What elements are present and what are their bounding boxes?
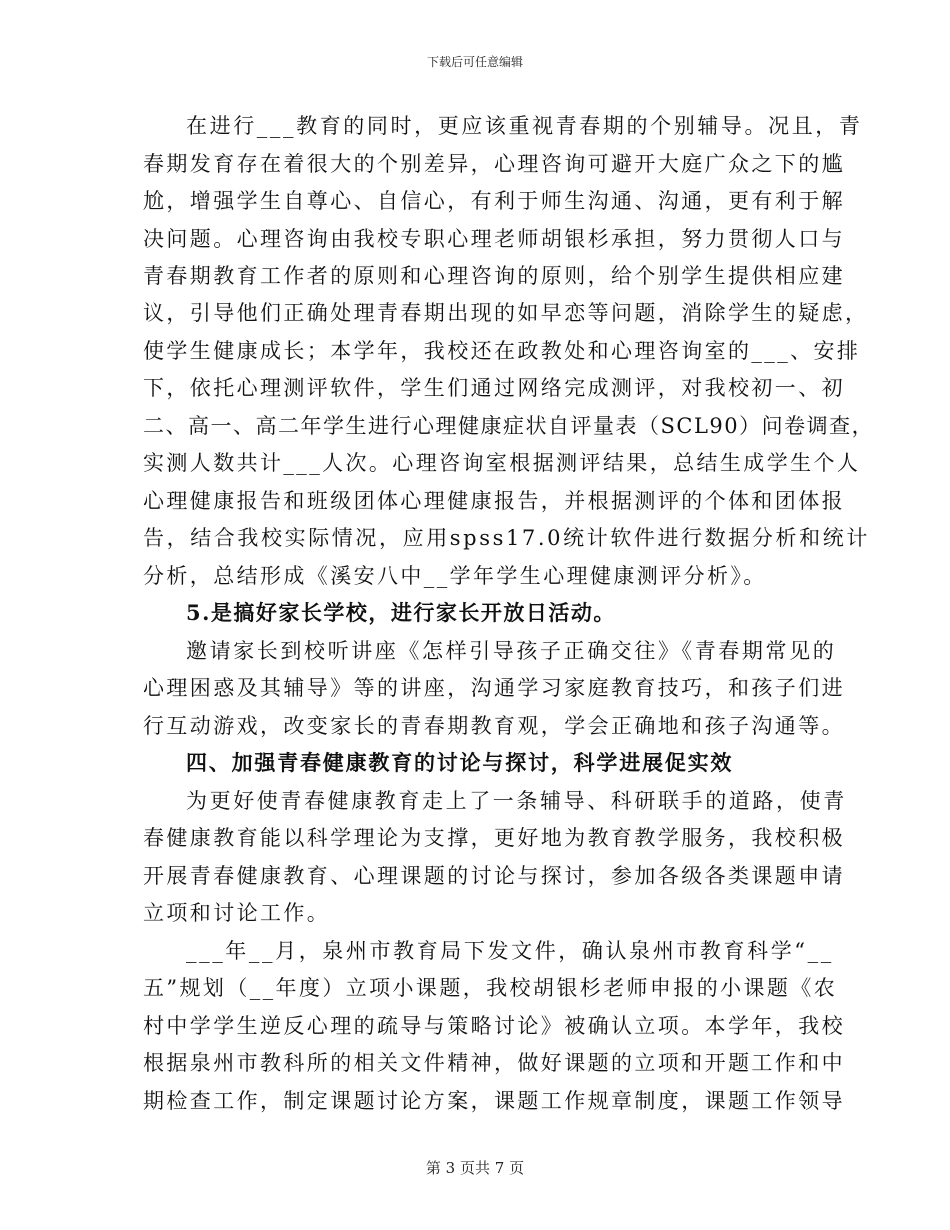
paragraph-line: 立项和讨论工作。 xyxy=(143,901,331,925)
paragraph-line: 议，引导他们正确处理青春期出现的如早恋等问题，消除学生的疑虑， xyxy=(143,301,869,325)
paragraph-line: 邀请家长到校听讲座《怎样引导孩子正确交往》《青春期常见的 xyxy=(186,639,837,663)
paragraph-line: 春健康教育能以科学理论为支撑，更好地为教育教学服务，我校积极 xyxy=(143,826,845,850)
paragraph-line: 实测人数共计___人次。心理咨询室根据测评结果，总结生成学生个人 xyxy=(143,451,861,475)
page-header: 下载后可任意编辑 xyxy=(426,55,523,69)
paragraph-line: 心理健康报告和班级团体心理健康报告，并根据测评的个体和团体报 xyxy=(143,489,845,513)
paragraph-line: ___年__月，泉州市教育局下发文件，确认泉州市教育科学“__ xyxy=(186,939,834,963)
paragraph-line: 在进行___教育的同时，更应该重视青春期的个别辅导。况且，青 xyxy=(186,114,863,138)
paragraph-line: 村中学学生逆反心理的疏导与策略讨论》被确认立项。本学年，我校 xyxy=(143,1014,845,1038)
section-heading: 5.是搞好家长学校，进行家长开放日活动。 xyxy=(186,600,616,625)
paragraph-line: 青春期教育工作者的原则和心理咨询的原则，给个别学生提供相应建 xyxy=(143,264,845,288)
paragraph-line: 五”规划（__年度）立项小课题，我校胡银杉老师申报的小课题《农 xyxy=(143,976,838,1000)
paragraph-line: 春期发育存在着很大的个别差异，心理咨询可避开大庭广众之下的尴 xyxy=(143,152,845,176)
paragraph-line: 使学生健康成长；本学年，我校还在政教处和心理咨询室的___、安排 xyxy=(143,339,861,363)
paragraph-line: 分析，总结形成《溪安八中__学年学生心理健康测评分析》。 xyxy=(143,564,767,588)
section-heading: 四、加强青春健康教育的讨论与探讨，科学进展促实效 xyxy=(186,750,734,775)
paragraph-line: 期检查工作，制定课题讨论方案，课题工作规章制度，课题工作领导 xyxy=(143,1089,845,1113)
paragraph-line: 为更好使青春健康教育走上了一条辅导、科研联手的道路，使青 xyxy=(186,789,847,813)
paragraph-line: 心理困惑及其辅导》等的讲座，沟通学习家庭教育技巧，和孩子们进 xyxy=(143,676,845,700)
paragraph-line: 行互动游戏，改变家长的青春期教育观，学会正确地和孩子沟通等。 xyxy=(143,714,845,738)
paragraph-line: 开展青春健康教育、心理课题的讨论与探讨，参加各级各类课题申请 xyxy=(143,864,845,888)
paragraph-line: 根据泉州市教科所的相关文件精神，做好课题的立项和开题工作和中 xyxy=(143,1051,845,1075)
paragraph-line: 决问题。心理咨询由我校专职心理老师胡银杉承担，努力贯彻人口与 xyxy=(143,227,845,251)
page-footer: 第 3 页共 7 页 xyxy=(425,1159,525,1177)
paragraph-line: 尬，增强学生自尊心、自信心，有利于师生沟通、沟通，更有利于解 xyxy=(143,189,845,213)
paragraph-line: 下，依托心理测评软件，学生们通过网络完成测评，对我校初一、初 xyxy=(143,376,845,400)
paragraph-line: 告，结合我校实际情况，应用spss17.0统计软件进行数据分析和统计 xyxy=(143,526,870,550)
paragraph-line: 二、高一、高二年学生进行心理健康症状自评量表（SCL90）问卷调查， xyxy=(143,414,875,438)
